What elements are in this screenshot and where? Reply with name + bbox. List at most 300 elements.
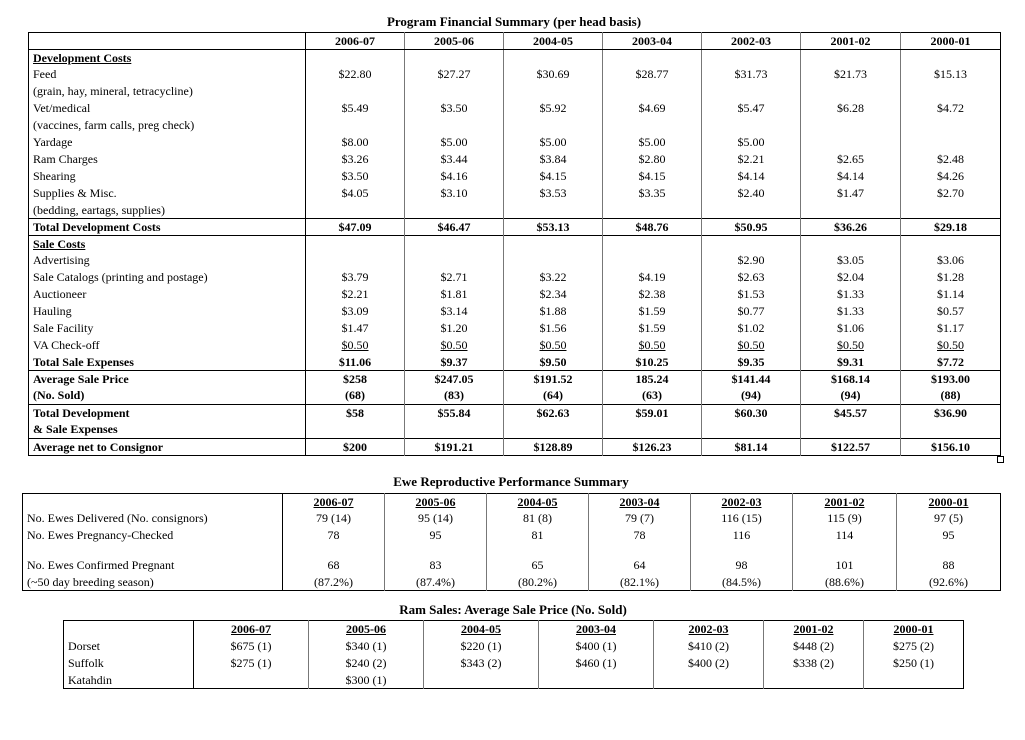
value-cell: [405, 337, 504, 354]
spacer-cell: [385, 543, 487, 557]
value-cell: [306, 404, 405, 421]
value-cell: [504, 83, 603, 100]
value-cell: [306, 286, 405, 303]
year-header: 2006-07: [194, 621, 309, 638]
row-label-text: Sale Costs: [33, 236, 86, 251]
cell-value: $1.06: [837, 320, 864, 335]
cell-value: $31.73: [734, 67, 768, 82]
cell-value: $3.35: [638, 185, 666, 200]
cell-value: $46.47: [437, 219, 471, 234]
cell-value: $4.15: [638, 168, 666, 183]
value-cell: [405, 286, 504, 303]
year-header: 2005-06: [405, 33, 504, 50]
value-cell: $220 (1): [424, 638, 539, 655]
cell-value: (83): [444, 388, 464, 403]
value-cell: $343 (2): [424, 655, 539, 672]
row-label: Katahdin: [64, 672, 194, 689]
cell-value: $1.59: [638, 303, 666, 318]
value-cell: [603, 218, 702, 235]
value-cell: [603, 151, 702, 168]
table-row: [29, 371, 1001, 388]
row-label-text: Sale Catalogs (printing and postage): [33, 270, 208, 285]
value-cell: [702, 235, 801, 252]
cell-value: $1.47: [837, 185, 864, 200]
cell-value: $3.10: [440, 185, 468, 200]
value-cell: [306, 50, 405, 67]
value-cell: [405, 404, 504, 421]
cell-value: $128.89: [533, 439, 573, 454]
value-cell: [306, 354, 405, 371]
value-cell: [306, 168, 405, 185]
value-cell: [801, 371, 901, 388]
row-label: [29, 117, 306, 134]
value-cell: $240 (2): [309, 655, 424, 672]
value-cell: [801, 151, 901, 168]
cell-value: $0.50: [937, 337, 964, 352]
value-cell: [405, 185, 504, 202]
cell-value: $36.26: [834, 219, 867, 234]
value-cell: 88: [942, 558, 955, 572]
row-label-text: & Sale Expenses: [33, 422, 118, 437]
cell-value: $3.05: [837, 253, 864, 268]
table-row: [29, 100, 1001, 117]
value-cell: 95: [385, 527, 487, 544]
value-cell: [603, 66, 702, 83]
row-label-text: Average Sale Price: [33, 372, 129, 387]
cell-value: (94): [741, 388, 761, 403]
value-cell: 116: [691, 527, 793, 544]
value-cell: [801, 168, 901, 185]
value-cell: [901, 83, 1001, 100]
row-label-text: Hauling: [33, 303, 72, 318]
cell-value: $2.21: [341, 287, 369, 302]
value-cell: [504, 354, 603, 371]
cell-value: $122.57: [831, 439, 870, 454]
cell-value: $3.53: [539, 185, 567, 200]
value-cell: [539, 672, 654, 689]
cell-value: $1.53: [737, 287, 765, 302]
cell-value: $3.14: [440, 303, 468, 318]
value-cell: (87.2%): [283, 574, 385, 591]
row-label: No. Ewes Delivered (No. consignors): [23, 510, 283, 527]
value-cell: [603, 100, 702, 117]
table-row: [29, 404, 1001, 421]
value-cell: [504, 151, 603, 168]
table-row: [29, 134, 1001, 151]
value-cell: [901, 320, 1001, 337]
value-cell: 81 (8): [487, 510, 589, 527]
value-cell: [504, 50, 603, 67]
cell-value: $5.49: [341, 101, 369, 116]
value-cell: [405, 134, 504, 151]
value-cell: [801, 286, 901, 303]
spacer-row: [23, 543, 1001, 557]
row-label: [29, 286, 306, 303]
cell-value: $10.25: [635, 354, 669, 369]
value-cell: [702, 269, 801, 286]
cell-value: $50.95: [734, 219, 768, 234]
spacer-cell: [691, 543, 793, 557]
table-row: [23, 574, 1001, 591]
value-cell: [801, 185, 901, 202]
spacer-cell: [793, 543, 897, 557]
cell-value: $0.77: [737, 303, 765, 318]
cell-value: $5.00: [638, 134, 666, 149]
cell-value: $30.69: [536, 67, 570, 82]
value-cell: [504, 117, 603, 134]
value-cell: $338 (2): [764, 655, 864, 672]
row-label-text: Average net to Consignor: [33, 439, 164, 454]
cell-value: $3.50: [440, 101, 468, 116]
value-cell: [702, 168, 801, 185]
value-cell: $675 (1): [194, 638, 309, 655]
value-cell: [405, 218, 504, 235]
value-cell: [603, 185, 702, 202]
cell-value: $5.00: [737, 134, 765, 149]
value-cell: [901, 421, 1001, 438]
cell-value: $6.28: [837, 101, 864, 116]
value-cell: 79 (7): [589, 510, 691, 527]
value-cell: [702, 100, 801, 117]
cell-value: $4.26: [937, 168, 964, 183]
value-cell: [603, 134, 702, 151]
row-label: [29, 421, 306, 438]
cell-value: $47.09: [338, 219, 372, 234]
cell-value: $5.92: [539, 101, 567, 116]
value-cell: [603, 354, 702, 371]
value-cell: [405, 320, 504, 337]
value-cell: (88.6%): [793, 574, 897, 591]
cell-value: $1.14: [937, 287, 964, 302]
table-resize-handle[interactable]: [997, 456, 1004, 463]
value-cell: 115 (9): [793, 510, 897, 527]
cell-value: $27.27: [437, 67, 471, 82]
year-header: 2000-01: [928, 495, 969, 509]
row-label-text: Advertising: [33, 253, 90, 268]
cell-value: $2.38: [638, 287, 666, 302]
row-label: [29, 83, 306, 100]
value-cell: 65: [487, 557, 589, 574]
year-header: 2005-06: [309, 621, 424, 638]
value-cell: [603, 202, 702, 219]
cell-value: $193.00: [931, 372, 970, 387]
value-cell: [306, 421, 405, 438]
cell-value: $15.13: [934, 67, 967, 82]
cell-value: $55.84: [437, 405, 471, 420]
value-cell: [306, 202, 405, 219]
value-cell: [901, 354, 1001, 371]
year-header: 2002-03: [654, 621, 764, 638]
financial-header-row: [29, 33, 1001, 50]
header-blank-cell: [23, 494, 283, 511]
cell-value: $126.23: [632, 439, 672, 454]
value-cell: [405, 421, 504, 438]
cell-value: (64): [543, 388, 563, 403]
value-cell: [801, 387, 901, 404]
cell-value: $5.00: [539, 134, 567, 149]
row-label-text: Total Development: [33, 405, 130, 420]
cell-value: $2.34: [539, 287, 567, 302]
value-cell: 68: [283, 557, 385, 574]
table-row: [29, 117, 1001, 134]
value-cell: [306, 134, 405, 151]
spacer-cell: [589, 543, 691, 557]
table-row: [29, 438, 1001, 455]
cell-value: $1.56: [539, 320, 567, 335]
value-cell: [901, 185, 1001, 202]
row-label-text: (bedding, eartags, supplies): [33, 202, 165, 217]
year-header: 2006-07: [306, 33, 405, 50]
cell-value: $7.72: [937, 354, 964, 369]
cell-value: $62.63: [536, 405, 570, 420]
financial-summary-title: Program Financial Summary (per head basis): [386, 14, 642, 29]
year-header: 2003-04: [603, 33, 702, 50]
row-label: [29, 371, 306, 388]
value-cell: [603, 438, 702, 455]
value-cell: [603, 371, 702, 388]
value-cell: [424, 672, 539, 689]
value-cell: [504, 404, 603, 421]
cell-value: $2.04: [837, 270, 864, 285]
value-cell: [306, 303, 405, 320]
value-cell: [702, 438, 801, 455]
cell-value: $3.22: [539, 270, 567, 285]
value-cell: 95: [942, 527, 955, 542]
table-row: [29, 252, 1001, 269]
cell-value: $3.26: [341, 151, 369, 166]
cell-value: $1.59: [638, 320, 666, 335]
value-cell: [702, 134, 801, 151]
value-cell: [901, 371, 1001, 388]
value-cell: [801, 134, 901, 151]
cell-value: $2.70: [937, 185, 964, 200]
value-cell: [306, 83, 405, 100]
row-label-text: Feed: [33, 67, 57, 82]
table-row: [29, 66, 1001, 83]
value-cell: [504, 286, 603, 303]
value-cell: [504, 185, 603, 202]
value-cell: [504, 218, 603, 235]
spacer-cell: [23, 543, 283, 557]
value-cell: [801, 320, 901, 337]
cell-value: $2.80: [638, 151, 666, 166]
value-cell: [702, 320, 801, 337]
year-header: 2002-03: [702, 33, 801, 50]
cell-value: $48.76: [635, 219, 669, 234]
cell-value: $2.40: [737, 185, 765, 200]
value-cell: [901, 337, 1001, 354]
header-blank-cell: [29, 33, 306, 50]
value-cell: [801, 235, 901, 252]
value-cell: [702, 286, 801, 303]
value-cell: [603, 83, 702, 100]
value-cell: [801, 303, 901, 320]
financial-summary-table: [28, 32, 1001, 456]
year-header: 2000-01: [901, 33, 1001, 50]
value-cell: [405, 269, 504, 286]
cell-value: $9.31: [837, 354, 864, 369]
year-header: 2006-07: [283, 494, 385, 511]
value-cell: [504, 235, 603, 252]
value-cell: [901, 286, 1001, 303]
value-cell: [603, 387, 702, 404]
cell-value: $28.77: [635, 67, 669, 82]
value-cell: [801, 202, 901, 219]
value-cell: [702, 50, 801, 67]
value-cell: $250 (1): [893, 655, 934, 670]
cell-value: $0.57: [937, 303, 964, 318]
cell-value: $36.90: [934, 405, 967, 420]
cell-value: $4.72: [937, 101, 964, 116]
value-cell: [801, 269, 901, 286]
value-cell: [801, 404, 901, 421]
cell-value: $9.35: [737, 354, 765, 369]
cell-value: (94): [840, 388, 861, 403]
value-cell: [901, 66, 1001, 83]
row-label-text: Total Development Costs: [33, 219, 161, 234]
cell-value: $22.80: [338, 67, 372, 82]
row-label: [29, 438, 306, 455]
table-row: [29, 50, 1001, 67]
value-cell: $400 (1): [539, 638, 654, 655]
cell-value: $59.01: [635, 405, 669, 420]
value-cell: [901, 252, 1001, 269]
table-row: [29, 269, 1001, 286]
value-cell: [702, 354, 801, 371]
cell-value: $0.50: [638, 337, 666, 352]
cell-value: $0.50: [737, 337, 765, 352]
table-row: [29, 83, 1001, 100]
cell-value: $60.30: [734, 405, 768, 420]
value-cell: [801, 438, 901, 455]
cell-value: $9.37: [440, 354, 468, 369]
value-cell: $275 (1): [194, 655, 309, 672]
cell-value: $4.14: [837, 168, 864, 183]
cell-value: $81.14: [734, 439, 768, 454]
value-cell: [504, 269, 603, 286]
cell-value: $4.14: [737, 168, 765, 183]
row-label-text: (vaccines, farm calls, preg check): [33, 118, 195, 133]
cell-value: $4.15: [539, 168, 567, 183]
value-cell: [901, 168, 1001, 185]
value-cell: [306, 66, 405, 83]
cell-value: $3.79: [341, 270, 369, 285]
row-label: Suffolk: [64, 655, 194, 672]
table-row: [29, 421, 1001, 438]
spacer-cell: [897, 543, 1001, 557]
row-label: [29, 151, 306, 168]
value-cell: [405, 117, 504, 134]
row-label: [29, 134, 306, 151]
value-cell: [405, 100, 504, 117]
row-label-text: VA Check-off: [33, 337, 100, 352]
year-header: 2004-05: [487, 494, 589, 511]
table-row: [23, 510, 1001, 527]
row-label-text: Auctioneer: [33, 287, 87, 302]
value-cell: [306, 252, 405, 269]
row-label-text: Supplies & Misc.: [33, 185, 117, 200]
cell-value: $258: [343, 372, 367, 387]
cell-value: $1.28: [937, 270, 964, 285]
value-cell: 64: [589, 557, 691, 574]
value-cell: [901, 387, 1001, 404]
value-cell: [801, 50, 901, 67]
cell-value: $141.44: [731, 372, 771, 387]
value-cell: [702, 303, 801, 320]
value-cell: (80.2%): [487, 574, 589, 591]
value-cell: [306, 269, 405, 286]
value-cell: [194, 672, 309, 689]
value-cell: [405, 151, 504, 168]
row-label-text: (grain, hay, mineral, tetracycline): [33, 84, 193, 99]
value-cell: [901, 235, 1001, 252]
table-row: [29, 320, 1001, 337]
value-cell: $340 (1): [309, 638, 424, 655]
value-cell: [405, 66, 504, 83]
value-cell: (84.5%): [691, 574, 793, 591]
value-cell: [504, 320, 603, 337]
row-label: (~50 day breeding season): [23, 574, 283, 591]
cell-value: $0.50: [440, 337, 468, 352]
value-cell: [405, 83, 504, 100]
cell-value: $1.17: [937, 320, 964, 335]
value-cell: [901, 151, 1001, 168]
row-label: [29, 387, 306, 404]
value-cell: 81: [487, 527, 589, 544]
value-cell: [504, 134, 603, 151]
cell-value: $191.21: [434, 439, 474, 454]
table-row: [29, 185, 1001, 202]
value-cell: $275 (2): [893, 638, 934, 653]
cell-value: $3.84: [539, 151, 567, 166]
cell-value: $8.00: [341, 134, 369, 149]
value-cell: [504, 387, 603, 404]
value-cell: [801, 66, 901, 83]
value-cell: [603, 286, 702, 303]
cell-value: $3.09: [341, 303, 369, 318]
year-header: 2001-02: [764, 621, 864, 638]
cell-value: $1.33: [837, 287, 864, 302]
value-cell: [603, 269, 702, 286]
row-label-text: (No. Sold): [33, 388, 85, 403]
value-cell: [764, 672, 864, 689]
table-row: [64, 638, 964, 655]
value-cell: [504, 252, 603, 269]
value-cell: [306, 185, 405, 202]
cell-value: $1.81: [440, 287, 468, 302]
value-cell: [306, 371, 405, 388]
row-label: [29, 185, 306, 202]
value-cell: [306, 117, 405, 134]
row-label: [29, 320, 306, 337]
cell-value: $0.50: [539, 337, 567, 352]
value-cell: [702, 421, 801, 438]
value-cell: [801, 354, 901, 371]
value-cell: [801, 100, 901, 117]
value-cell: [603, 50, 702, 67]
value-cell: [603, 252, 702, 269]
value-cell: 101: [793, 557, 897, 574]
row-label: [29, 168, 306, 185]
row-label: [29, 337, 306, 354]
cell-value: $5.47: [737, 101, 765, 116]
value-cell: [864, 672, 964, 689]
year-header: 2000-01: [893, 622, 934, 636]
value-cell: [603, 168, 702, 185]
value-cell: [603, 303, 702, 320]
value-cell: [901, 117, 1001, 134]
row-label-text: Ram Charges: [33, 151, 98, 166]
